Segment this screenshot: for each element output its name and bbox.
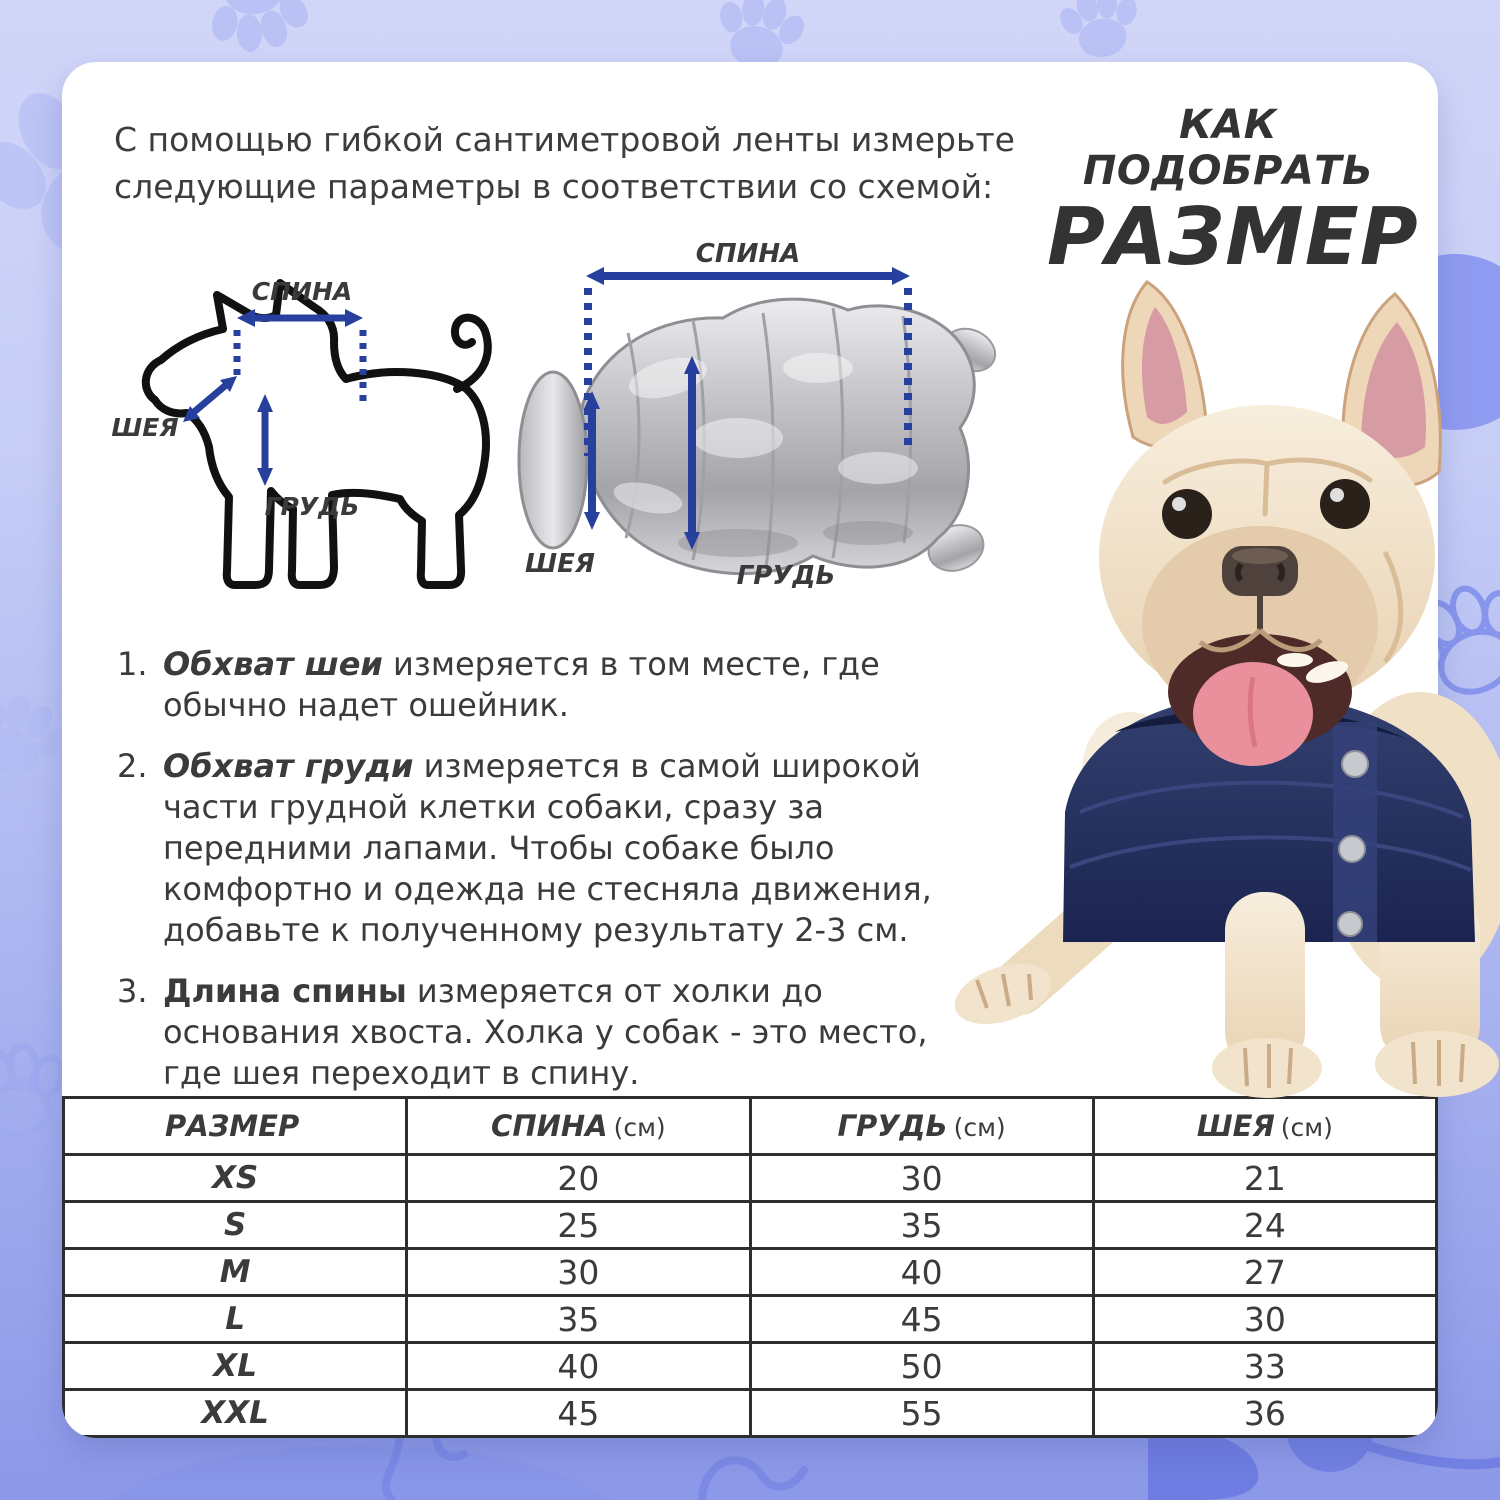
back-cell: 20 — [407, 1155, 750, 1202]
intro-line-2: следующие параметры в соответствии со схемой: — [114, 166, 994, 206]
back-cell: 45 — [407, 1390, 750, 1437]
neck-cell: 24 — [1093, 1202, 1436, 1249]
table-row — [64, 1343, 1437, 1390]
size-cell: M — [64, 1249, 407, 1296]
chihuahua-outline-icon — [146, 283, 488, 585]
list-item — [117, 971, 963, 1094]
table-row — [64, 1249, 1437, 1296]
size-cell: XS — [64, 1155, 407, 1202]
col-header-size — [64, 1098, 407, 1155]
back-label: СПИНА — [251, 277, 353, 306]
back-label: СПИНА — [695, 239, 801, 269]
neck-cell: 27 — [1093, 1249, 1436, 1296]
header-label: ГРУДЬ — [837, 1109, 948, 1143]
table-row — [64, 1202, 1437, 1249]
neck-cell: 36 — [1093, 1390, 1436, 1437]
intro-text — [114, 117, 1015, 211]
neck-cell: 30 — [1093, 1296, 1436, 1343]
back-cell: 35 — [407, 1296, 750, 1343]
table-row — [64, 1155, 1437, 1202]
header-unit: (см) — [613, 1113, 666, 1142]
decor-blob — [702, 1460, 804, 1500]
col-header-neck — [1093, 1098, 1436, 1155]
chest-label: ГРУДЬ — [264, 492, 360, 521]
bulldog-photo — [915, 252, 1500, 1100]
item-lead: Обхват груди — [163, 747, 414, 785]
header-label: РАЗМЕР — [165, 1109, 300, 1143]
decor-blob — [1148, 1430, 1258, 1500]
size-cell: S — [64, 1202, 407, 1249]
table-row — [64, 1390, 1437, 1437]
bulldog-illustration — [947, 282, 1500, 1098]
back-cell: 25 — [407, 1202, 750, 1249]
chest-cell: 55 — [750, 1390, 1093, 1437]
neck-cell: 21 — [1093, 1155, 1436, 1202]
paw-icon — [1052, 0, 1148, 64]
neck-label: ШЕЯ — [111, 413, 179, 442]
header-label: СПИНА — [491, 1109, 608, 1143]
header-label: ШЕЯ — [1196, 1109, 1275, 1143]
measurement-instructions — [117, 644, 1001, 1114]
item-number: 3. — [117, 972, 148, 1010]
intro-line-1: С помощью гибкой сантиметровой ленты измерьте — [114, 120, 1015, 159]
chest-label: ГРУДЬ — [736, 561, 836, 591]
chest-cell: 35 — [750, 1202, 1093, 1249]
header-unit: (см) — [1280, 1113, 1333, 1142]
chest-cell: 30 — [750, 1155, 1093, 1202]
title-line-2: РАЗМЕР — [1047, 191, 1419, 283]
paw-icon — [198, 0, 317, 60]
table-row — [64, 1296, 1437, 1343]
col-header-back — [407, 1098, 750, 1155]
decor-blob — [80, 1445, 640, 1500]
size-cell: XL — [64, 1343, 407, 1390]
size-table — [62, 1096, 1438, 1438]
chest-cell: 40 — [750, 1249, 1093, 1296]
chest-cell: 50 — [750, 1343, 1093, 1390]
chest-cell: 45 — [750, 1296, 1093, 1343]
neck-cell: 33 — [1093, 1343, 1436, 1390]
size-cell: L — [64, 1296, 407, 1343]
size-cell: XXL — [64, 1390, 407, 1437]
back-cell: 40 — [407, 1343, 750, 1390]
table-header-row — [64, 1098, 1437, 1155]
back-cell: 30 — [407, 1249, 750, 1296]
title-line-1: КАК ПОДОБРАТЬ — [1082, 102, 1374, 194]
item-text: измеряется в самой широкой части грудной клетки собаки, сразу за передними лапами. Чтобы собаке было комфортно и одежда не стесняла движения, добавьте к полученному результату 2-3 см. — [163, 747, 932, 949]
dog-measurement-diagram — [105, 268, 505, 600]
item-number: 2. — [117, 747, 148, 785]
item-lead: Обхват шеи — [163, 645, 383, 683]
item-text: измеряется от холки до основания хвоста. Холка у собак - это место, где шея переходит в спину. — [163, 972, 928, 1092]
neck-label: ШЕЯ — [525, 549, 595, 579]
header-unit: (см) — [953, 1113, 1006, 1142]
decor-blob — [1368, 1446, 1500, 1464]
item-lead: Длина спины — [163, 972, 407, 1010]
col-header-chest — [750, 1098, 1093, 1155]
item-text: измеряется в том месте, где обычно надет ошейник. — [163, 645, 880, 724]
list-item — [117, 644, 1001, 726]
item-number: 1. — [117, 645, 148, 683]
list-item — [117, 746, 1001, 951]
